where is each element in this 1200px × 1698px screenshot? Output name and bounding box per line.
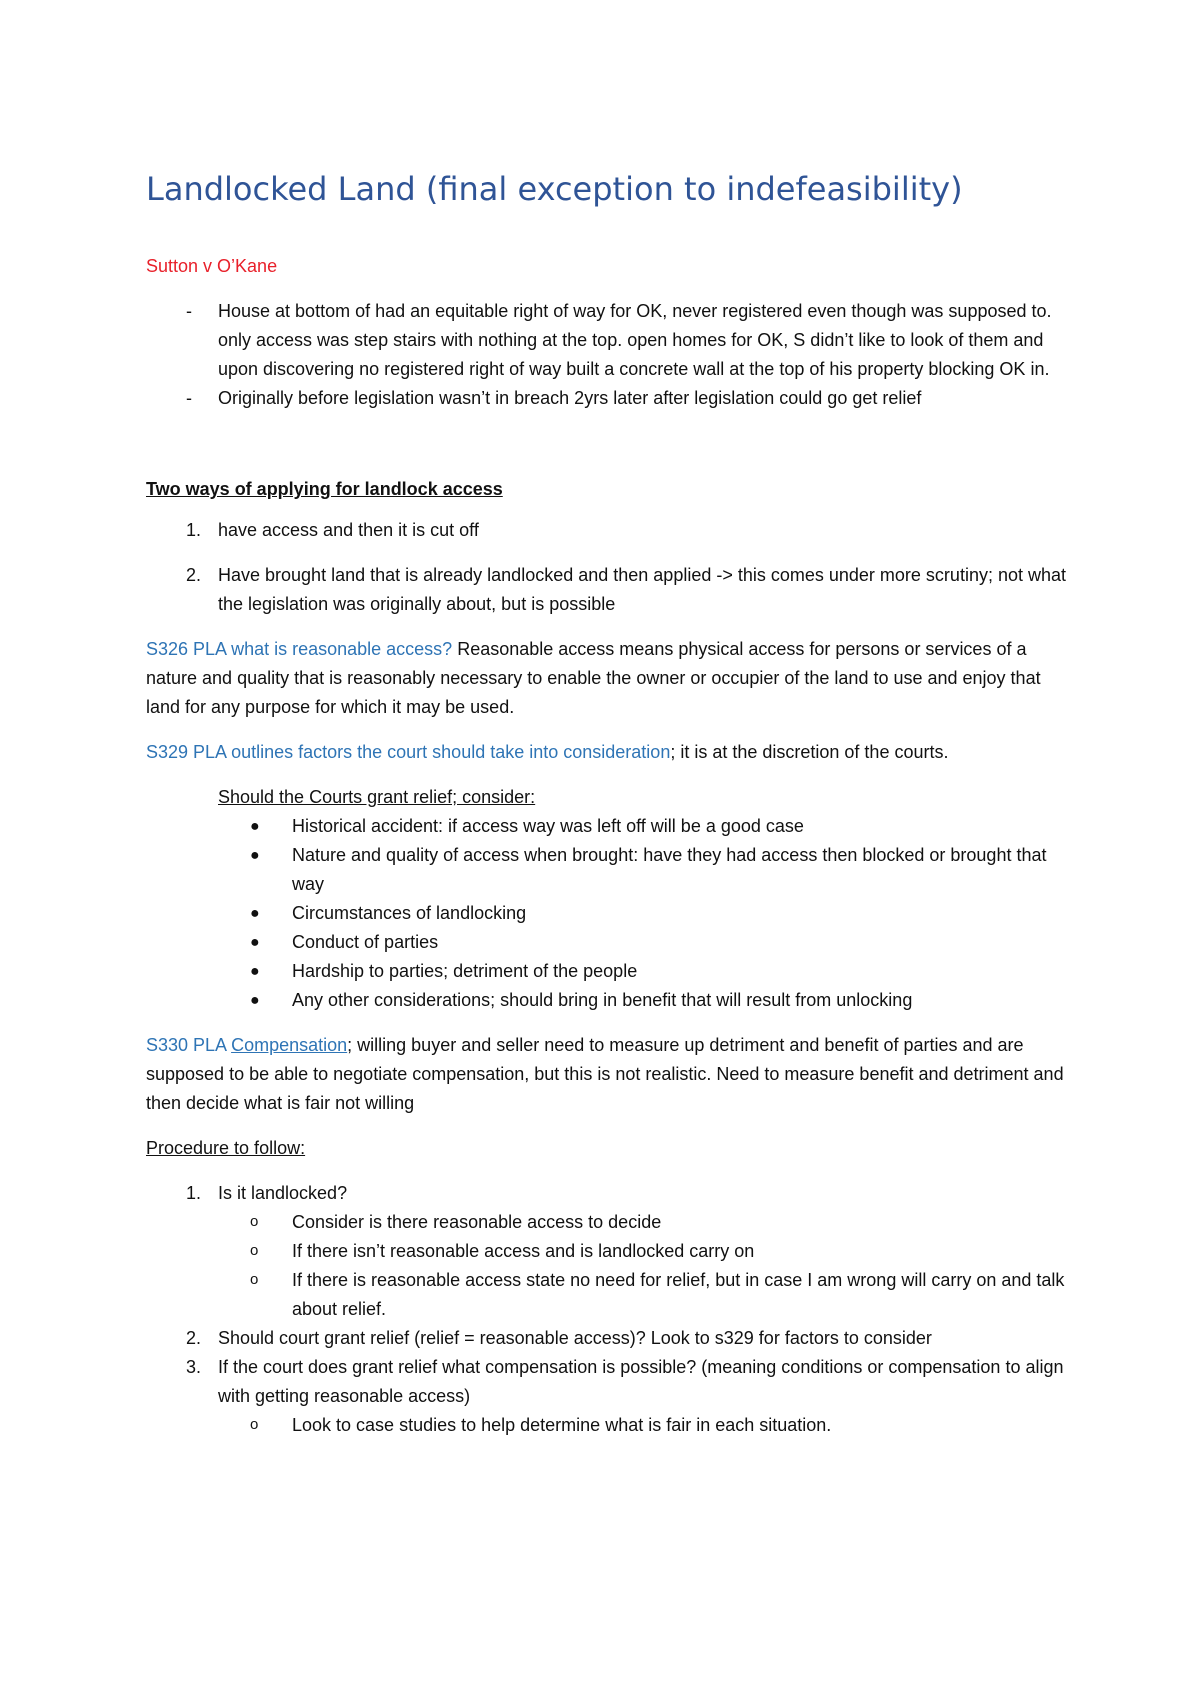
list-item: 3. If the court does grant relief what compensation is possible? (meaning conditions or compensation to align with getting reasonable access) o Look to case studies to help determine what is fair in each situation. [146, 1353, 1076, 1440]
s330-compensation: Compensation [231, 1035, 348, 1055]
s330-ref: S330 PLA [146, 1035, 232, 1055]
list-item: ● Hardship to parties; detriment of the people [250, 961, 638, 981]
list-item: ● Any other considerations; should bring in benefit that will result from unlocking [250, 990, 913, 1010]
s329-paragraph: S329 PLA outlines factors the court should take into consideration; it is at the discretion of the courts. [146, 742, 949, 762]
list-item: 2. Have brought land that is already landlocked and then applied -> this comes under more scrutiny; not what the legislation was originally about, but is possible [186, 565, 1066, 614]
relief-factors [146, 812, 1076, 1015]
document-title: Landlocked Land (final exception to indefeasibility) [146, 170, 963, 208]
s326-paragraph: S326 PLA what is reasonable access? Reasonable access means physical access for persons or services of a nature and quality that is reasonably necessary to enable the owner or occupier of the land to use and enjoy that land for any purpose for which it may be used. [146, 639, 1041, 717]
list-item: o Consider is there reasonable access to decide [250, 1212, 662, 1232]
document-page [146, 168, 1076, 1440]
list-item: - Originally before legislation wasn’t in breach 2yrs later after legislation could go get relief [186, 388, 922, 408]
list-item: 1. Is it landlocked? o Consider is there reasonable access to decide o If there isn’t reasonable access and is landlocked carry on o If there is reasonable access state no need for relief, but in case I am wrong will carry on and talk about relief. [146, 1179, 1076, 1324]
list-item: ● Circumstances of landlocking [250, 903, 527, 923]
two-ways-heading: Two ways of applying for landlock access [146, 479, 503, 499]
list-item: o If there is reasonable access state no need for relief, but in case I am wrong will carry on and talk about relief. [250, 1270, 1065, 1319]
s329-ref: S329 PLA outlines factors the court should take into consideration [146, 742, 671, 762]
procedure-heading: Procedure to follow: [146, 1138, 306, 1158]
step1-sublist [218, 1208, 1076, 1324]
procedure-list [146, 1179, 1076, 1440]
list-item: 2. Should court grant relief (relief = reasonable access)? Look to s329 for factors to consider [186, 1328, 932, 1348]
list-item: ● Conduct of parties [250, 932, 439, 952]
two-ways-list [146, 516, 1076, 619]
list-item: o If there isn’t reasonable access and is landlocked carry on [250, 1241, 755, 1261]
list-item: ● Historical accident: if access way was left off will be a good case [250, 816, 804, 836]
s326-ref: S326 PLA what is reasonable access? [146, 639, 453, 659]
s330-paragraph: S330 PLA Compensation; willing buyer and seller need to measure up detriment and benefit of parties and are supposed to be able to negotiate compensation, but this is not realistic. Need to measure benefit and detriment and then decide what is fair not willing [146, 1035, 1064, 1113]
list-item: o Look to case studies to help determine what is fair in each situation. [250, 1415, 832, 1435]
case-points [146, 297, 1076, 413]
step3-sublist [218, 1411, 1076, 1440]
case-name: Sutton v O’Kane [146, 256, 278, 276]
list-item: 1. have access and then it is cut off [186, 520, 479, 540]
relief-subheading: Should the Courts grant relief; consider: [218, 787, 536, 807]
list-item: - House at bottom of had an equitable right of way for OK, never registered even though was supposed to. only access was step stairs with nothing at the top. open homes for OK, S didn’t like to look of them and upon discovering no registered right of way built a concrete wall at the top of his property blocking OK in. [186, 301, 1052, 379]
list-item: ● Nature and quality of access when brought: have they had access then blocked or brought that way [250, 845, 1047, 894]
